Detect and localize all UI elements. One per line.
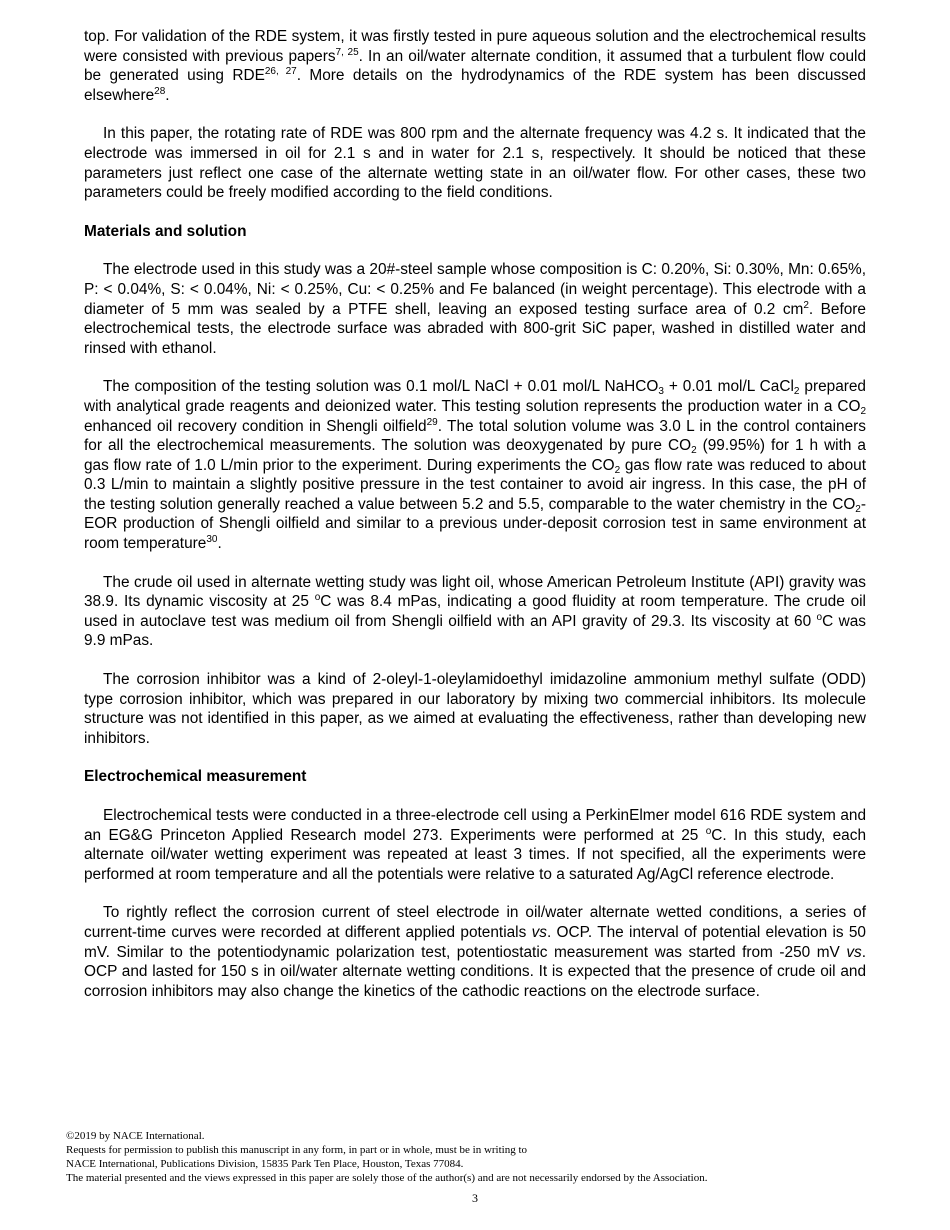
- paragraph-current-time: To rightly reflect the corrosion current of steel electrode in oil/water alternate wetted conditions, a series of current-time curves were recorded at different applied potentials vs. OCP. The interval of potential elevation is 50 mV. Similar to the potentiodynamic polarization test, potentiostatic measurement was started from -250 mV vs. OCP and lasted for 150 s in oil/water alternate wetting conditions. It is expected that the presence of crude oil and corrosion inhibitors may also change the kinetics of the cathodic reactions on the electrode surface.: [84, 904, 866, 1000]
- paragraph-electrode: The electrode used in this study was a 20#-steel sample whose composition is C: 0.20%, Si: 0.30%, Mn: 0.65%, P: < 0.04%, S: < 0.04%, Ni: < 0.25%, Cu: < 0.25% and Fe balanced (in weight percentage). This electrode with a diameter of 5 mm was sealed by a PTFE shell, leaving an exposed testing surface area of 0.2 $cm^2$. Before electrochemical tests, the electrode surface was abraded with 800-grit SiC paper, washed in distilled water and rinsed with ethanol.: [84, 261, 866, 357]
- page-body: [84, 27, 866, 1020]
- copyright-footer: [66, 1129, 886, 1185]
- paragraph-inhibitor: The corrosion inhibitor was a kind of 2-oleyl-1-oleylamidoethyl imidazoline ammonium methyl sulfate (ODD) type corrosion inhibitor, which was prepared in our laboratory by mixing two commercial inhibitors. Its molecule structure was not identified in this paper, as we aimed at evaluating the effectiveness, rather than developing new inhibitors.: [84, 671, 866, 747]
- section-heading-electrochemical: Electrochemical measurement: [84, 768, 307, 786]
- paragraph-rotating-rate: In this paper, the rotating rate of RDE was 800 rpm and the alternate frequency was 4.2 s. It indicated that the electrode was immersed in oil for 2.1 s and in water for 2.1 s, respectively. It should be noticed that these parameters just reflect one case of the alternate wetting state in an oil/water flow. For other cases, these two parameters could be freely modified according to the field conditions.: [84, 125, 866, 202]
- footer-address-line: NACE International, Publications Division, 15835 Park Ten Place, Houston, Texas 77084.: [66, 1158, 464, 1170]
- paragraph-rde-validation: top. For validation of the RDE system, it was firstly tested in pure aqueous solution and the electrochemical results were consisted with previous papers$^{7, 25}$. In an oil/water alternate condition, it assumed that a turbulent flow could be generated using RDE$^{26, 27}$. More details on the hydrodynamics of the RDE system has been discussed elsewhere$^{28}$.: [84, 28, 867, 104]
- paragraph-solution: The composition of the testing solution was 0.1 mol/L NaCl + 0.01 mol/L NaHCO$_3$ + 0.01 mol/L CaCl$_2$ prepared with analytical grade reagents and deionized water. This testing solution represents the production water in a $CO_2$ enhanced oil recovery condition in Shengli oilfield$^{29}$. The total solution volume was 3.0 L in the control containers for all the electrochemical measurements. The solution was deoxygenated by pure $CO_2$ (99.95%) for 1 h with a gas flow rate of 1.0 L/min prior to the experiment. During experiments the $CO_2$ gas flow rate was reduced to about 0.3 L/min to maintain a slightly positive pressure in the test container to avoid air ingress. In this case, the pH of the testing solution generally reached a value between 5.2 and 5.5, comparable to the water chemistry in the $CO_2$-EOR production of Shengli oilfield and similar to a previous under-deposit corrosion test in same environment at room temperature$^{30}$.: [84, 378, 866, 553]
- footer-copyright-line: ©2019 by NACE International.: [66, 1130, 205, 1142]
- footer-permission-line: Requests for permission to publish this manuscript in any form, in part or in whole, must be in writing to: [66, 1144, 528, 1156]
- section-heading-materials: Materials and solution: [84, 222, 247, 240]
- footer-disclaimer-line: The material presented and the views expressed in this paper are solely those of the author(s) and are not necessarily endorsed by the Association.: [66, 1172, 708, 1184]
- paragraph-crude-oil: The crude oil used in alternate wetting study was light oil, whose American Petroleum Institute (API) gravity was 38.9. Its dynamic viscosity at 25 $^o$C was 8.4 mPas, indicating a good fluidity at room temperature. The crude oil used in autoclave test was medium oil from Shengli oilfield with an API gravity of 29.3. Its viscosity at 60 $^o$C was 9.9 mPas.: [84, 573, 866, 650]
- page-number: 3: [472, 1191, 478, 1205]
- paragraph-electrochemical-tests: Electrochemical tests were conducted in a three-electrode cell using a PerkinElmer model 616 RDE system and an EG&G Princeton Applied Research model 273. Experiments were performed at 25 $^o$C. In this study, each alternate oil/water wetting experiment was repeated at least 3 times. If not specified, all the experiments were performed at room temperature and all the potentials were relative to a saturated Ag/AgCl reference electrode.: [84, 807, 866, 883]
